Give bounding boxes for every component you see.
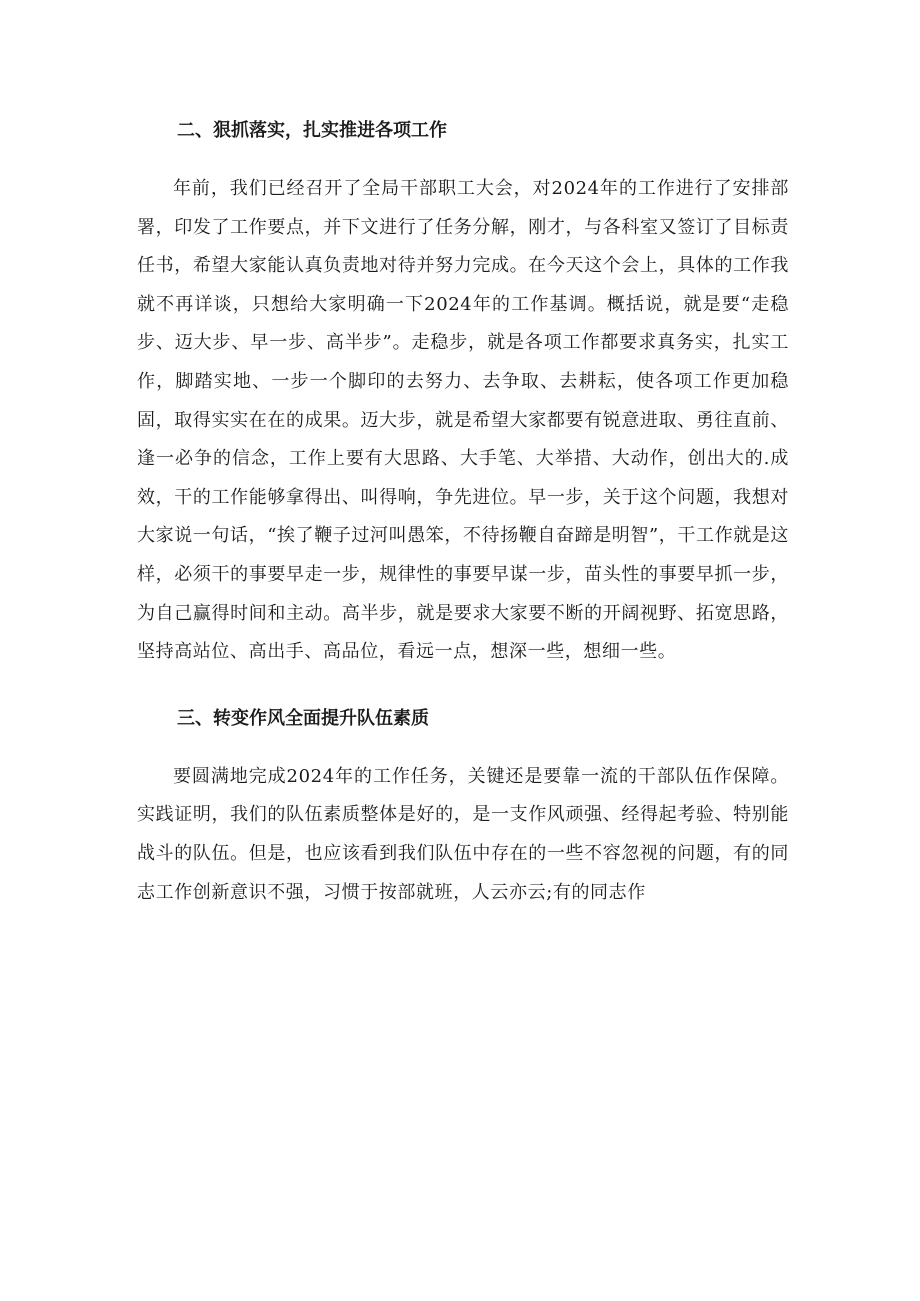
section-heading-two: 二、狠抓落实，扎实推进各项工作 xyxy=(177,120,447,141)
section-paragraph-three: 要圆满地完成2024年的工作任务，关键还是要靠一流的干部队伍作保障。实践证明，我们的队伍素质整体是好的，是一支作风顽强、经得起考验、特别能战斗的队伍。但是，也应该看到我们队伍中存在的一些不容忽视的问题，有的同志工作创新意识不强，习惯于按部就班，人云亦云;有的同志作 xyxy=(137,765,789,903)
section-paragraph-two: 年前，我们已经召开了全局干部职工大会，对2024年的工作进行了安排部署，印发了工作要点，并下文进行了任务分解，刚才，与各科室又签订了目标责任书，希望大家能认真负责地对待并努力完成。在今天这个会上，具体的工作我就不再详谈，只想给大家明确一下2024年的工作基调。概括说，就是要“走稳步、迈大步、早一步、高半步”。走稳步，就是各项工作都要求真务实，扎实工作，脚踏实地、一步一个脚印的去努力、去争取、去耕耘，使各项工作更加稳固，取得实实在在的成果。迈大步，就是希望大家都要有锐意进取、勇往直前、逢一必争的信念，工作上要有大思路、大手笔、大举措、大动作，创出大的.成效，干的工作能够拿得出、叫得响，争先进位。早一步，关于这个问题，我想对大家说一句话，“挨了鞭子过河叫愚笨，不待扬鞭自奋蹄是明智”，干工作就是这样，必须干的事要早走一步，规律性的事要早谋一步，苗头性的事要早抓一步，为自己赢得时间和主动。高半步，就是要求大家要不断的开阔视野、拓宽思路，坚持高站位、高出手、高品位，看远一点，想深一些，想细一些。 xyxy=(137,178,790,663)
document-page xyxy=(137,106,789,912)
section-heading-three: 三、转变作风全面提升队伍素质 xyxy=(177,707,429,729)
